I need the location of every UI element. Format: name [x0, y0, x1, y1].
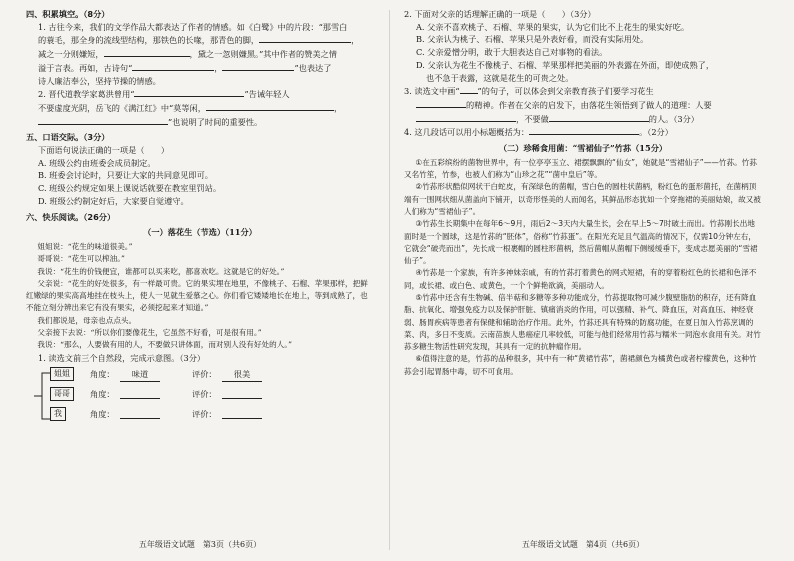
section-5-heading: 五、口语交际。（3分）	[26, 132, 110, 143]
q5-option-c[interactable]: C. 班级公约规定如果上课说话就要在教室里罚站。	[38, 183, 222, 194]
q1-line5	[26, 75, 374, 88]
passage-1-para-1: 姐姐说：“花生的味道很美。”	[37, 241, 133, 251]
mind-node-sister: 姐姐	[50, 367, 74, 381]
brother-eval-blank[interactable]	[222, 389, 262, 399]
me-angle-label: 角度：	[90, 409, 115, 420]
q2-line3	[26, 115, 374, 129]
passage-2-para-5: ⑤竹荪中还含有生物碱、倍半萜和多糖等多种功能成分，竹荪提取物可减少腹壁脂肪的积存，还有降血脂、抗氧化、增强免疫力以及保护肝脏、镇痛消炎的作用，可以强精、补气、降血压，对高血压、神经衰弱、肠胃疾病等患者有保健和辅助治疗作用。此外，竹荪还具有特殊的防腐功能，在夏日加入竹荪烹调的菜、肉，多日不变质。云南苗族人患癌症几率较低，可能与他们经常用竹荪与糯米一同泡水食用有关。对竹荪多糖生物活性研究发现，其具有一定的抗肿瘤作用。	[404, 293, 761, 352]
q1-text-b: 的蓑毛，那全身的流线型结构，那铁色的长喙，那青色的脚，	[38, 35, 260, 46]
sister-eval-value: 很美	[222, 368, 262, 382]
q5-option-d[interactable]: D. 班级公约制定好后，大家要自觉遵守。	[38, 195, 189, 206]
passage-1-para-2: 哥哥说：“花生可以榨油。”	[37, 254, 125, 264]
q1-line4: 溢于言表。再如，古诗句“ ， ”也表达了	[38, 62, 332, 73]
passage-1-title: （一）落花生（节选）（11分）	[143, 227, 257, 238]
passage-1-para-4: 父亲说：“花生的好处很多，有一样最可贵。它的果实埋在地里，不像桃子、石榴、苹果那样，把鲜红嫩绿的果实高高地挂在枝头上，使人一见就生爱慕之心。你们看它矮矮地长在地上，等到成熟了，也不能立刻分辨出来它有没有果实，必须挖起来才知道。”	[26, 278, 368, 313]
r-q3-mark-blank	[460, 84, 478, 94]
section-4-heading: 四、积累填空。（8分）	[26, 9, 110, 19]
r-q3-blank-3[interactable]	[549, 112, 649, 122]
me-angle-blank[interactable]	[120, 409, 160, 419]
me-eval-blank[interactable]	[222, 409, 262, 419]
q2-text-a: 2. 晋代道教学家葛洪曾用“	[38, 89, 135, 100]
passage-2-para-6: ⑥值得注意的是，竹荪的品种很多，其中有一种“黄裙竹荪”，菌裙颜色为橘黄色或者柠檬黄色，这种竹荪会引起胃肠中毒，切不可食用。	[404, 354, 757, 376]
sister-eval-label: 评价：	[192, 369, 217, 380]
q5-stem: 下面语句说法正确的一项是（ ）	[38, 145, 170, 156]
r-q3-line1	[404, 84, 762, 98]
q1-line1	[26, 21, 374, 34]
r-q2-option-d[interactable]	[404, 59, 762, 72]
q6-1-stem: 1. 读选文前三个自然段，完成示意图。（3分）	[38, 352, 206, 363]
passage-2-para-1: ①在五彩缤纷的菌物世界中，有一位亭亭玉立、裙摆飘飘的“仙女”，她就是“雪裙仙子”——竹荪。竹荪又名竹笙，竹参，也被人们称为“山珍之花”“菌中皇后”等。	[404, 157, 757, 180]
r-q3-line2	[404, 98, 762, 112]
mind-node-brother: 哥哥	[50, 387, 74, 401]
r-q3-line3	[404, 112, 762, 126]
brother-angle-label: 角度：	[90, 389, 115, 400]
page-3	[26, 0, 374, 561]
r-q2-option-d-line1: D. 父亲认为花生不像桃子、石榴、苹果那样把美丽的外表露在外面，即使成熟了，	[416, 59, 715, 70]
q1-blank-4[interactable]	[222, 61, 294, 71]
r-q2-option-d-cont: 也不急于表露，这就是花生的可贵之处。	[426, 72, 574, 83]
q1-blank-1[interactable]	[259, 33, 351, 43]
r-q3-text-a: 3. 读选文中画“	[404, 86, 460, 97]
passage-2-para-2: ②竹荪形状酷似网状干白蛇皮，有深绿色的菌帽，雪白色的圆柱状菌柄，粉红色的蛋形菌托，在菌柄顶端有一围网状细从菌盖向下铺开，以奇形怪美的人而闻名，其鲜品形态犹如一个穿拖裙的美丽姑娘，故又被人们称为“雪裙仙子”。	[404, 182, 761, 216]
passage-1-body	[26, 241, 374, 352]
r-q3-blank-1[interactable]	[416, 98, 466, 108]
sister-angle-label: 角度：	[90, 369, 115, 380]
q1-text-f: ”也表达了	[294, 62, 332, 73]
page-divider	[389, 10, 390, 550]
q2-text-c: 不要虚度光阴，岳飞的《满江红》中“莫等闲，	[38, 102, 206, 113]
q2-text-b: ”告诫年轻人	[244, 89, 290, 100]
r-q2-stem: 2. 下面对父亲的话理解正确的一项是（ ）（3分）	[404, 9, 596, 19]
r-q3-blank-2[interactable]	[416, 112, 516, 122]
r-q3-text-b: ”的句子，可以体会到父亲教育孩子们要学习花生	[477, 86, 654, 97]
mind-node-me: 我	[50, 407, 66, 421]
q1-text-g: 诗人廉洁奉公，坚持节操的情感。	[38, 75, 161, 86]
q2-blank-2[interactable]	[206, 101, 334, 111]
r-q3-text-e: 的人。（3分）	[648, 113, 699, 124]
passage-2-body	[404, 157, 762, 378]
passage-2-para-3: ③竹荪生长期集中在每年6～9月，雨后2～3天内大量生长，会在早上5～7时破土而出。竹荪刚长出地面时是一个圆球，这是竹荪的“胚体”，俗称“竹荪蛋”。在阳光充足且气温高的情况下，仅需10分钟左右，它就会“破壳而出”，先长成一根裹帽的圆柱形菌柄，然后菌帽从菌帽下侧缓缓垂下，变成志愿美丽的“雪裙仙子”。	[404, 219, 758, 266]
q2-text-e: ”也说明了时间的重要性。	[168, 116, 263, 127]
q5-option-b[interactable]: B. 班委会讨论时，只要让大家的共同意见即可。	[38, 170, 213, 181]
q1-text-d: ，黛之一忽则嫌黑。”其中作者的赞美之情	[189, 49, 337, 60]
r-q4-blank[interactable]	[529, 125, 639, 135]
q5-option-a[interactable]: A. 班级公约由班委会成员制定。	[38, 157, 156, 168]
passage-1-para-3: 我说：“花生的价钱便宜，谁都可以买来吃，都喜欢吃。这就是它的好处。”	[37, 266, 285, 276]
passage-1-para-6: 父亲接下去说：“所以你们要像花生，它虽然不好看，可是很有用。”	[37, 328, 262, 338]
brother-angle-blank[interactable]	[120, 389, 160, 399]
passage-2-para-4: ④竹荪是一个家族，有许多神妹亲戚，有的竹荪打着黄色的网式短裙，有的穿着粉红色的长裙和色泽不同，或长裙、或白色、或黄色，一个个鲜艳欲滴，美丽动人。	[404, 268, 757, 290]
q2-blank-1[interactable]	[134, 87, 244, 97]
page-4	[404, 0, 762, 561]
mind-map-diagram	[26, 367, 374, 425]
q1-blank-2[interactable]	[104, 47, 190, 57]
q1-text-c: 减之一分则嫌短，	[38, 49, 104, 60]
passage-2-title: （二）珍稀食用菌：“雪裙仙子”竹荪（15分）	[498, 143, 668, 154]
q1-text-a: 1. 古往今来，我们的文学作品大都表达了作者的情感。如《白鹭》中的片段：“那雪白	[38, 21, 348, 32]
q1-text-e: 溢于言表。再如，古诗句“	[38, 62, 133, 73]
passage-1-para-7: 我说：“那么，人要做有用的人，不要做只讲体面，而对别人没有好处的人。”	[37, 340, 292, 350]
section-6-heading: 六、快乐阅读。（26分）	[26, 211, 116, 222]
r-q2-option-b[interactable]: B. 父亲认为桃子、石榴、苹果只是外表好看，而没有实际用处。	[416, 34, 649, 45]
me-eval-label: 评价：	[192, 409, 217, 420]
q2-blank-3[interactable]	[38, 115, 168, 125]
page-4-footer: 五年级语文试题 第4页（共6页）	[521, 539, 645, 549]
r-q2-option-c[interactable]: C. 父亲爱憎分明，敢于大胆表达自己对事物的看法。	[416, 47, 608, 58]
r-q3-text-d: ，不要做	[516, 113, 549, 124]
q1-line3	[26, 47, 374, 61]
q2-line1	[26, 87, 374, 101]
r-q3-text-c: 的精神。作者在父亲的启发下，由落花生领悟到了做人的道理：人要	[466, 99, 712, 110]
brother-eval-label: 评价：	[192, 389, 217, 400]
q1-line2: 的蓑毛，那全身的流线型结构，那铁色的长喙，那青色的脚， ，	[38, 35, 360, 46]
passage-1-para-5: 我们都说是，母亲也点点头。	[37, 315, 137, 325]
r-q4-end: 。（2分）	[639, 127, 673, 138]
sister-angle-value: 味道	[120, 368, 160, 382]
q2-line2: 不要虚度光阴，岳飞的《满江红》中“莫等闲， ，	[38, 102, 343, 113]
r-q2-option-a[interactable]: A. 父亲不喜欢桃子、石榴、苹果的果实，认为它们比不上花生的果实好吃。	[416, 21, 690, 32]
q1-blank-3[interactable]	[132, 61, 214, 71]
page-3-footer: 五年级语文试题 第3页（共6页）	[138, 539, 262, 549]
r-q4-text: 4. 这几段话可以用小标题概括为：	[404, 127, 530, 138]
r-q4-line	[404, 125, 762, 139]
